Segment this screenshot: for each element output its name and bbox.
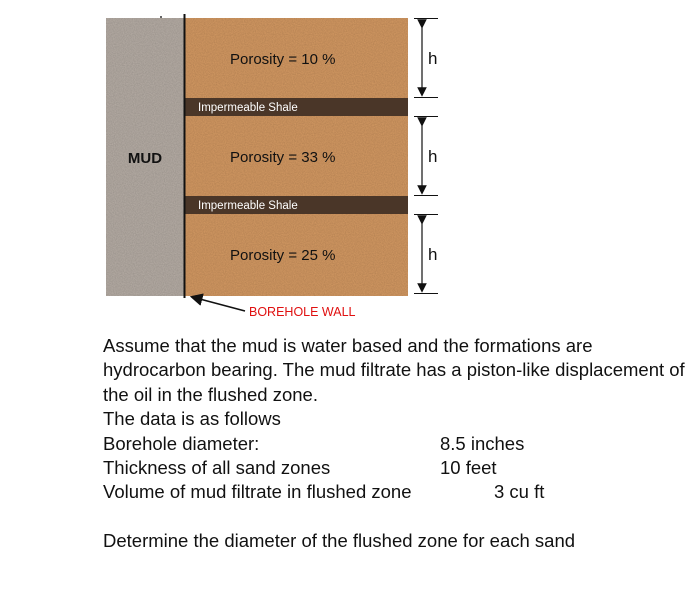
porosity-label-2: Porosity = 33 % (230, 149, 336, 166)
problem-statement (103, 334, 693, 553)
borehole-wall-pointer (196, 298, 245, 311)
borehole-wall-label: BOREHOLE WALL (249, 305, 356, 319)
porosity-label-1: Porosity = 10 % (230, 51, 336, 68)
data-value: 10 feet (440, 457, 497, 479)
porosity-label-3: Porosity = 25 % (230, 247, 336, 264)
data-row-borehole-diameter (103, 432, 693, 456)
thickness-label-2: h (428, 147, 438, 166)
data-label: Borehole diameter: (103, 432, 260, 454)
thickness-label-3: h (428, 245, 438, 264)
data-heading: The data is as follows (103, 408, 281, 430)
problem-question: Determine the diameter of the flushed zone for each sand (103, 529, 576, 551)
data-label: Volume of mud filtrate in flushed zone (103, 481, 412, 503)
shale-label-1: Impermeable Shale (198, 102, 298, 114)
mud-label: MUD (127, 150, 163, 167)
shale-label-2: Impermeable Shale (198, 200, 298, 212)
data-row-thickness (103, 456, 693, 480)
data-row-filtrate-volume (103, 480, 693, 504)
thickness-label-1: h (428, 49, 438, 68)
data-value: 3 cu ft (494, 481, 545, 503)
problem-intro: Assume that the mud is water based and the formations are hydrocarbon bearing. The mud filtrate has a piston-like displacement of the oil in the flushed zone. (103, 335, 685, 405)
data-value: 8.5 inches (440, 432, 525, 454)
data-label: Thickness of all sand zones (103, 457, 331, 479)
